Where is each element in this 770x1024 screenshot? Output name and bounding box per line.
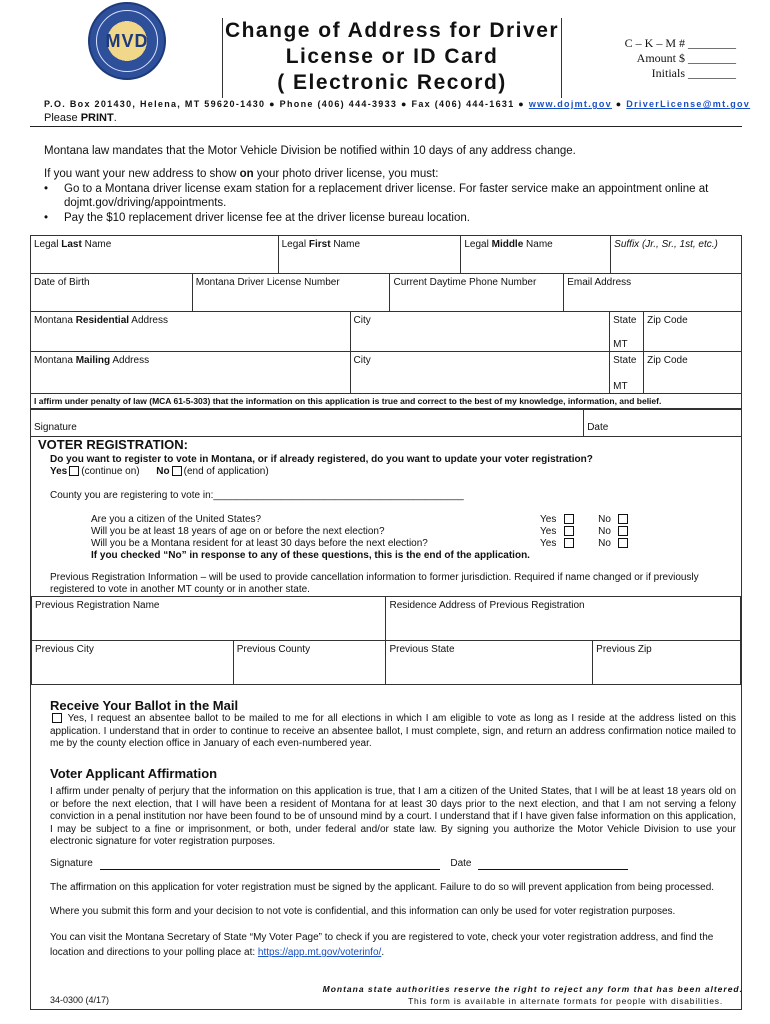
absentee-ballot-checkbox[interactable] [52, 713, 62, 723]
alternate-formats-text: This form is available in alternate formats for people with disabilities. [408, 996, 723, 1006]
voter-info-link[interactable]: https://app.mt.gov/voterinfo/ [257, 947, 382, 958]
resident-yes-checkbox[interactable] [564, 538, 574, 548]
contact-address: P.O. Box 201430, Helena, MT 59620-1430 ● Phone (406) 444-3933 ● Fax (406) 444-1631 ● [44, 99, 529, 109]
mailing-state-field[interactable]: State MT [610, 352, 644, 394]
please-print: Please PRINT. [44, 112, 117, 124]
website-link[interactable]: www.dojmt.gov [528, 99, 612, 109]
my-voter-page-text: You can visit the Montana Secretary of State “My Voter Page” to check if you are registered to vote, check your voter registration address, and find the location and directions to your polling place at: https://app.mt.gov/voterinfo/. [50, 932, 714, 958]
previous-name-field[interactable]: Previous Registration Name [32, 597, 386, 641]
residential-state-value: MT [613, 339, 628, 350]
previous-registration-table [31, 596, 741, 685]
citizen-no-checkbox[interactable] [618, 514, 628, 524]
affirmation-text: I affirm under penalty of perjury that the information on this application is true, that I am a citizen of the United States, that I will be at least 18 years old on or before the next election, that I will have been a resident of Montana for at least 30 days prior to the next election, and that I am not serving a felony conviction in a penal institution nor have been found to be of unsound mind by a court. I understand that if I have given false information on this application, I may be subject to a fine or imprisonment, or both, under federal and/or state law. By signing you authorize the Motor Vehicle Division to use your electronic signature for voter registration purposes. [50, 786, 736, 847]
mailing-city-field[interactable]: City [350, 352, 610, 394]
header-rule [30, 126, 742, 127]
title-line-3: ( Electronic Record) [277, 71, 507, 94]
voter-heading: VOTER REGISTRATION: [38, 437, 188, 452]
voter-signature-field[interactable] [100, 858, 440, 870]
office-initials: Initials ________ [651, 66, 736, 80]
age-yes-checkbox[interactable] [564, 526, 574, 536]
if-no-notice: If you checked “No” in response to any of these questions, this is the end of the application. [91, 550, 530, 561]
office-use-box [566, 36, 736, 81]
residential-address-field[interactable]: Montana Residential Address [31, 312, 351, 352]
signature-row [30, 409, 742, 437]
residential-address-row [30, 311, 742, 352]
age-no-checkbox[interactable] [618, 526, 628, 536]
title-line-2: License or ID Card [285, 45, 499, 68]
mailing-address-field[interactable]: Montana Mailing Address [31, 352, 351, 394]
intro-if-text: If you want your new address to show on your photo driver license, you must: [44, 168, 439, 180]
phone-field[interactable]: Current Daytime Phone Number [390, 274, 564, 312]
legal-middle-name-field[interactable]: Legal Middle Name [461, 236, 611, 274]
mvd-seal-logo [88, 2, 166, 80]
previous-county-field[interactable]: Previous County [233, 641, 386, 685]
applicant-info-table [30, 235, 742, 274]
affirm-law-text: I affirm under penalty of law (MCA 61-5-303) that the information on this application is true and correct to the best of my knowledge, information, and belief. [30, 393, 742, 409]
email-field[interactable]: Email Address [564, 274, 742, 312]
county-line[interactable]: County you are registering to vote in:_____________________________________________ [50, 490, 464, 501]
mailing-state-value: MT [613, 381, 628, 392]
reserve-right-text: Montana state authorities reserve the right to reject any form that has been altered. [322, 984, 743, 994]
office-ckm: C – K – M # ________ [624, 36, 736, 50]
mailing-zip-field[interactable]: Zip Code [644, 352, 742, 394]
residential-zip-field[interactable]: Zip Code [644, 312, 742, 352]
signature-date-field[interactable]: Date [584, 410, 742, 437]
intro-bullet-2: • Pay the $10 replacement driver license fee at the driver license bureau location. [44, 212, 470, 224]
eligibility-questions [91, 514, 530, 562]
residential-city-field[interactable]: City [350, 312, 610, 352]
contact-line [44, 99, 750, 109]
legal-first-name-field[interactable]: Legal First Name [278, 236, 461, 274]
intro-bullet-1: • Go to a Montana driver license exam station for a replacement driver license. For faster service make an appointment online at dojmt.gov/driving/appointments. [44, 183, 709, 209]
voter-no-checkbox[interactable] [172, 466, 182, 476]
previous-state-field[interactable]: Previous State [386, 641, 593, 685]
form-number: 34-0300 (4/17) [50, 995, 110, 1005]
previous-city-field[interactable]: Previous City [32, 641, 234, 685]
affirmation-heading: Voter Applicant Affirmation [50, 766, 218, 781]
mandate-text: Montana law mandates that the Motor Vehicle Division be notified within 10 days of any address change. [44, 145, 576, 157]
voter-date-field[interactable] [478, 858, 628, 870]
must-sign-text: The affirmation on this application for voter registration must be signed by the applicant. Failure to do so will prevent application from being processed. [50, 882, 715, 893]
citizen-yes-checkbox[interactable] [564, 514, 574, 524]
suffix-field[interactable]: Suffix (Jr., Sr., 1st, etc.) [611, 236, 742, 274]
resident-no-checkbox[interactable] [618, 538, 628, 548]
title-line-1: Change of Address for Driver [224, 19, 560, 42]
form-title [222, 18, 562, 98]
ballot-text: Yes, I request an absentee ballot to be mailed to me for all elections in which I am eligible to vote as long as I reside at the address listed on this application. I understand that in order to continue to receive an absentee ballot, I must complete, sign, and return an address confirmation notice mailed to me by the county election office in January of each even-numbered year. [50, 713, 736, 749]
mailing-address-row [30, 351, 742, 394]
question-citizen: Are you a citizen of the United States? [91, 514, 262, 525]
signature-field[interactable]: Signature [31, 410, 584, 437]
ballot-heading: Receive Your Ballot in the Mail [50, 698, 239, 713]
email-link[interactable]: DriverLicense@mt.gov [626, 99, 751, 109]
date-of-birth-field[interactable]: Date of Birth [31, 274, 193, 312]
question-age: Will you be at least 18 years of age on or before the next election? [91, 526, 385, 537]
voter-yes-checkbox[interactable] [69, 466, 79, 476]
voter-question: Do you want to register to vote in Montana, or if already registered, do you want to update your voter registration? [50, 454, 593, 465]
previous-residence-field[interactable]: Residence Address of Previous Registration [386, 597, 741, 641]
confidential-text: Where you submit this form and your decision to not vote is confidential, and this information can only be used for voter registration purposes. [50, 906, 676, 917]
bullet-sep: ● [615, 99, 627, 109]
seal-text: MVD [105, 31, 149, 51]
question-resident: Will you be a Montana resident for at least 30 days before the next election? [91, 538, 428, 549]
voter-yes-no: Yes (continue on) No (end of application) [50, 466, 269, 477]
identity-row [30, 273, 742, 312]
eligibility-answers: Yes No Yes No Yes No [540, 514, 630, 550]
residential-state-field[interactable]: State MT [610, 312, 644, 352]
dl-number-field[interactable]: Montana Driver License Number [192, 274, 390, 312]
previous-zip-field[interactable]: Previous Zip [593, 641, 741, 685]
voter-signature-line: Signature Date [50, 858, 628, 870]
previous-info-text: Previous Registration Information – will be used to provide cancellation information to former jurisdiction. Required if name changed or if previously registered to vote in another MT county or in another state. [50, 572, 699, 595]
office-amount: Amount $ ________ [636, 51, 736, 65]
legal-last-name-field[interactable]: Legal Last Name [31, 236, 279, 274]
